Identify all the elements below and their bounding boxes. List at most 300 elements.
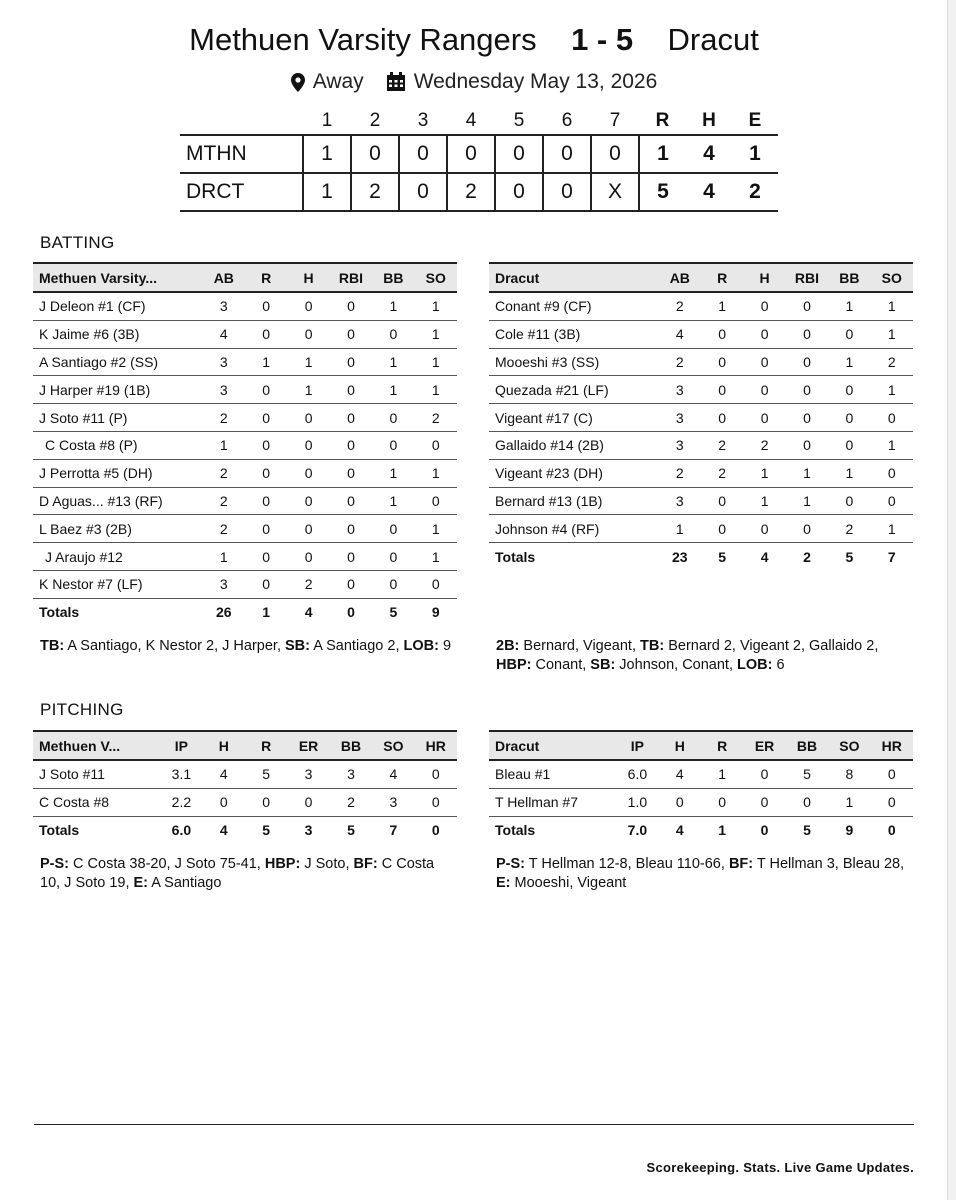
player-name: J Araujo #12 bbox=[33, 543, 203, 571]
stat-value: 1 bbox=[372, 459, 414, 487]
stat-value: 0 bbox=[828, 404, 870, 432]
player-row bbox=[489, 320, 913, 348]
stat-value: 0 bbox=[287, 292, 329, 320]
player-name: D Aguas... #13 (RF) bbox=[33, 487, 203, 515]
stat-column-header: AB bbox=[203, 263, 245, 292]
player-row bbox=[489, 515, 913, 543]
stat-value: 1 bbox=[828, 788, 870, 816]
stat-value: 2.2 bbox=[160, 788, 202, 816]
stat-value: 2 bbox=[203, 487, 245, 515]
runs-total: 1 bbox=[639, 135, 686, 173]
stat-value: 0 bbox=[743, 376, 785, 404]
note-label: HBP: bbox=[496, 657, 532, 673]
stat-column-header: BB bbox=[828, 263, 870, 292]
player-name: J Deleon #1 (CF) bbox=[33, 292, 203, 320]
inning-score: 0 bbox=[351, 135, 399, 173]
totals-value: 4 bbox=[659, 816, 701, 843]
away-pitching-notes bbox=[496, 855, 906, 893]
totals-value: 23 bbox=[659, 543, 701, 570]
stat-value: 0 bbox=[743, 292, 785, 320]
totals-value: 0 bbox=[743, 816, 785, 843]
note-text: Johnson, Conant, bbox=[615, 657, 738, 673]
player-name: J Harper #19 (1B) bbox=[33, 376, 203, 404]
stat-value: 1 bbox=[415, 320, 457, 348]
player-row bbox=[489, 431, 913, 459]
stat-header-row bbox=[33, 731, 457, 760]
stat-value: 0 bbox=[743, 320, 785, 348]
game-meta bbox=[0, 70, 948, 94]
totals-value: 1 bbox=[701, 816, 743, 843]
stat-value: 2 bbox=[701, 431, 743, 459]
player-row bbox=[33, 320, 457, 348]
inning-score: 1 bbox=[303, 173, 351, 211]
stat-header-row bbox=[33, 263, 457, 292]
stat-value: 0 bbox=[330, 320, 372, 348]
inning-header: 5 bbox=[513, 110, 525, 131]
stat-value: 0 bbox=[245, 487, 287, 515]
stat-value: 2 bbox=[828, 515, 870, 543]
stat-value: 0 bbox=[372, 515, 414, 543]
note-text: T Hellman 12-8, Bleau 110-66, bbox=[525, 856, 729, 872]
stat-column-header: BB bbox=[330, 731, 372, 760]
team-column-header: Dracut bbox=[489, 263, 659, 292]
inning-score: 0 bbox=[591, 135, 639, 173]
player-name: A Santiago #2 (SS) bbox=[33, 348, 203, 376]
away-batting-notes bbox=[496, 637, 916, 675]
player-name: Johnson #4 (RF) bbox=[489, 515, 659, 543]
player-row bbox=[33, 292, 457, 320]
totals-value: 5 bbox=[245, 816, 287, 843]
note-label: P-S: bbox=[496, 856, 525, 872]
note-text: 6 bbox=[772, 657, 785, 673]
note-label: HBP: bbox=[264, 856, 301, 872]
stat-value: 1 bbox=[372, 487, 414, 515]
stat-column-header: R bbox=[245, 731, 287, 760]
stat-header-row bbox=[489, 263, 913, 292]
stat-value: 1 bbox=[871, 292, 913, 320]
stat-column-header: HR bbox=[871, 731, 913, 760]
stat-value: 0 bbox=[701, 788, 743, 816]
stat-value: 1 bbox=[287, 348, 329, 376]
errors-total: 1 bbox=[732, 135, 778, 173]
player-row bbox=[489, 788, 913, 816]
home-team-name: Methuen Varsity Rangers bbox=[189, 22, 537, 57]
stat-value: 2 bbox=[659, 348, 701, 376]
stat-value: 0 bbox=[415, 570, 457, 598]
stat-value: 3 bbox=[203, 348, 245, 376]
note-label: BF: bbox=[728, 856, 754, 872]
stat-value: 1 bbox=[786, 459, 828, 487]
player-name: J Soto #11 (P) bbox=[33, 404, 203, 432]
stat-column-header: SO bbox=[372, 731, 414, 760]
player-row bbox=[33, 431, 457, 459]
pitching-section-label: PITCHING bbox=[40, 700, 124, 719]
stat-column-header: SO bbox=[415, 263, 457, 292]
stat-value: 1.0 bbox=[616, 788, 658, 816]
stat-value: 0 bbox=[330, 404, 372, 432]
stat-value: 2 bbox=[203, 459, 245, 487]
away-batting-table bbox=[489, 262, 913, 570]
stat-value: 0 bbox=[287, 487, 329, 515]
note-label: TB: bbox=[40, 638, 65, 654]
stat-value: 1 bbox=[828, 348, 870, 376]
totals-value: 4 bbox=[287, 598, 329, 625]
runs-total: 5 bbox=[639, 173, 686, 211]
inning-header: 3 bbox=[417, 110, 429, 131]
stat-value: 0 bbox=[203, 788, 245, 816]
player-row bbox=[489, 760, 913, 788]
player-name: C Costa #8 bbox=[33, 788, 160, 816]
note-label: P-S: bbox=[40, 856, 69, 872]
totals-value: 5 bbox=[372, 598, 414, 625]
stat-value: 0 bbox=[743, 760, 785, 788]
stat-value: 2 bbox=[330, 788, 372, 816]
note-text: T Hellman 3, Bleau 28, bbox=[753, 856, 905, 872]
inning-score: 0 bbox=[399, 173, 447, 211]
stat-value: 0 bbox=[245, 404, 287, 432]
stat-value: 0 bbox=[701, 320, 743, 348]
player-row bbox=[489, 292, 913, 320]
totals-label: Totals bbox=[489, 816, 616, 843]
stat-value: 0 bbox=[287, 543, 329, 571]
stat-value: 1 bbox=[372, 292, 414, 320]
inning-score: 0 bbox=[543, 135, 591, 173]
stat-value: 0 bbox=[786, 292, 828, 320]
stat-value: 0 bbox=[245, 292, 287, 320]
inning-score: 1 bbox=[303, 135, 351, 173]
note-text: A Santiago, K Nestor 2, J Harper, bbox=[64, 638, 286, 654]
stat-column-header: H bbox=[659, 731, 701, 760]
page-edge bbox=[947, 0, 956, 1200]
stat-column-header: R bbox=[701, 731, 743, 760]
final-score: 1 - 5 bbox=[571, 22, 634, 57]
note-label: BF: bbox=[353, 856, 378, 872]
totals-value: 7 bbox=[871, 543, 913, 570]
stat-value: 1 bbox=[203, 431, 245, 459]
stat-value: 1 bbox=[701, 760, 743, 788]
home-batting-notes bbox=[40, 637, 458, 656]
stat-value: 0 bbox=[701, 487, 743, 515]
stat-value: 0 bbox=[287, 459, 329, 487]
footer-divider bbox=[34, 1124, 914, 1125]
stat-column-header: BB bbox=[786, 731, 828, 760]
note-text: A Santiago 2, bbox=[310, 638, 404, 654]
totals-value: 5 bbox=[786, 816, 828, 843]
hits-header: H bbox=[702, 110, 716, 131]
stat-value: 0 bbox=[415, 760, 457, 788]
stat-value: 0 bbox=[871, 487, 913, 515]
stat-value: 1 bbox=[828, 459, 870, 487]
stat-value: 0 bbox=[330, 292, 372, 320]
totals-value: 5 bbox=[828, 543, 870, 570]
inning-header: 4 bbox=[465, 110, 477, 131]
stat-column-header: SO bbox=[871, 263, 913, 292]
totals-value: 5 bbox=[701, 543, 743, 570]
totals-value: 9 bbox=[415, 598, 457, 625]
stat-value: 0 bbox=[871, 788, 913, 816]
stat-value: 3 bbox=[659, 431, 701, 459]
inning-score: 0 bbox=[495, 135, 543, 173]
linescore-table bbox=[180, 108, 778, 212]
stat-column-header: R bbox=[245, 263, 287, 292]
linescore-team-header bbox=[180, 108, 303, 135]
stat-column-header: H bbox=[743, 263, 785, 292]
linescore-row bbox=[180, 173, 778, 211]
stat-value: 3 bbox=[287, 760, 329, 788]
stat-value: 1 bbox=[372, 376, 414, 404]
player-row bbox=[33, 788, 457, 816]
stat-value: 3 bbox=[203, 292, 245, 320]
batting-section-label: BATTING bbox=[40, 233, 115, 252]
stat-value: 0 bbox=[245, 459, 287, 487]
stat-value: 2 bbox=[415, 404, 457, 432]
stat-value: 1 bbox=[372, 348, 414, 376]
away-pitching-table bbox=[489, 730, 913, 843]
stat-value: 3 bbox=[659, 376, 701, 404]
location-text: Away bbox=[312, 70, 364, 93]
stat-value: 1 bbox=[743, 459, 785, 487]
totals-value: 5 bbox=[330, 816, 372, 843]
stat-value: 0 bbox=[372, 320, 414, 348]
stat-value: 0 bbox=[330, 376, 372, 404]
stat-value: 0 bbox=[659, 788, 701, 816]
stat-value: 3 bbox=[659, 487, 701, 515]
totals-value: 4 bbox=[203, 816, 245, 843]
hits-total: 4 bbox=[686, 173, 732, 211]
stat-column-header: IP bbox=[160, 731, 202, 760]
note-text: J Soto, bbox=[300, 856, 354, 872]
player-name: Gallaido #14 (2B) bbox=[489, 431, 659, 459]
stat-value: 0 bbox=[701, 348, 743, 376]
stat-value: 1 bbox=[659, 515, 701, 543]
stat-value: 8 bbox=[828, 760, 870, 788]
stat-value: 0 bbox=[415, 431, 457, 459]
hits-total: 4 bbox=[686, 135, 732, 173]
stat-value: 0 bbox=[330, 431, 372, 459]
stat-value: 0 bbox=[287, 515, 329, 543]
linescore-row bbox=[180, 135, 778, 173]
stat-value: 1 bbox=[415, 376, 457, 404]
stat-value: 1 bbox=[415, 515, 457, 543]
stat-value: 4 bbox=[659, 320, 701, 348]
stat-value: 0 bbox=[245, 431, 287, 459]
stat-value: 2 bbox=[659, 292, 701, 320]
player-name: K Jaime #6 (3B) bbox=[33, 320, 203, 348]
stat-value: 0 bbox=[743, 404, 785, 432]
player-name: T Hellman #7 bbox=[489, 788, 616, 816]
stat-value: 0 bbox=[245, 376, 287, 404]
totals-value: 7.0 bbox=[616, 816, 658, 843]
stat-value: 0 bbox=[245, 570, 287, 598]
player-name: Cole #11 (3B) bbox=[489, 320, 659, 348]
stat-value: 0 bbox=[743, 348, 785, 376]
team-column-header: Dracut bbox=[489, 731, 616, 760]
linescore-team: MTHN bbox=[180, 135, 303, 173]
team-column-header: Methuen V... bbox=[33, 731, 160, 760]
stat-value: 0 bbox=[287, 788, 329, 816]
stat-value: 0 bbox=[330, 487, 372, 515]
player-row bbox=[33, 376, 457, 404]
stat-column-header: IP bbox=[616, 731, 658, 760]
totals-row bbox=[33, 816, 457, 843]
stat-value: 0 bbox=[330, 459, 372, 487]
totals-value: 7 bbox=[372, 816, 414, 843]
stat-value: 0 bbox=[415, 788, 457, 816]
stat-value: 4 bbox=[203, 320, 245, 348]
totals-row bbox=[489, 816, 913, 843]
game-title bbox=[0, 22, 948, 58]
stat-value: 0 bbox=[786, 515, 828, 543]
player-name: Vigeant #23 (DH) bbox=[489, 459, 659, 487]
totals-label: Totals bbox=[489, 543, 659, 570]
note-label: 2B: bbox=[496, 638, 520, 654]
stat-value: 0 bbox=[743, 788, 785, 816]
stat-value: 0 bbox=[701, 515, 743, 543]
inning-score: 0 bbox=[447, 135, 495, 173]
stat-value: 1 bbox=[871, 431, 913, 459]
calendar-icon bbox=[386, 72, 406, 92]
stat-value: 1 bbox=[786, 487, 828, 515]
player-name: Conant #9 (CF) bbox=[489, 292, 659, 320]
stat-value: 0 bbox=[786, 320, 828, 348]
totals-value: 2 bbox=[786, 543, 828, 570]
inning-score: 2 bbox=[351, 173, 399, 211]
player-name: C Costa #8 (P) bbox=[33, 431, 203, 459]
player-row bbox=[33, 570, 457, 598]
stat-column-header: AB bbox=[659, 263, 701, 292]
stat-value: 0 bbox=[786, 348, 828, 376]
stat-value: 0 bbox=[743, 515, 785, 543]
stat-value: 0 bbox=[245, 788, 287, 816]
stat-value: 0 bbox=[372, 431, 414, 459]
stat-value: 3 bbox=[372, 788, 414, 816]
stat-value: 1 bbox=[828, 292, 870, 320]
player-name: K Nestor #7 (LF) bbox=[33, 570, 203, 598]
stat-value: 0 bbox=[372, 543, 414, 571]
stat-header-row bbox=[489, 731, 913, 760]
stat-value: 2 bbox=[871, 348, 913, 376]
stat-value: 0 bbox=[871, 459, 913, 487]
inning-score: 0 bbox=[543, 173, 591, 211]
team-column-header: Methuen Varsity... bbox=[33, 263, 203, 292]
stat-value: 0 bbox=[330, 515, 372, 543]
totals-value: 3 bbox=[287, 816, 329, 843]
totals-value: 0 bbox=[871, 816, 913, 843]
totals-value: 9 bbox=[828, 816, 870, 843]
stat-value: 2 bbox=[743, 431, 785, 459]
note-text: Bernard, Vigeant, bbox=[519, 638, 641, 654]
stat-value: 2 bbox=[659, 459, 701, 487]
stat-value: 0 bbox=[330, 348, 372, 376]
stat-value: 1 bbox=[203, 543, 245, 571]
stat-value: 4 bbox=[372, 760, 414, 788]
stat-value: 3 bbox=[203, 570, 245, 598]
stat-value: 0 bbox=[828, 376, 870, 404]
player-name: J Perrotta #5 (DH) bbox=[33, 459, 203, 487]
note-label: E: bbox=[133, 875, 149, 891]
stat-value: 0 bbox=[245, 543, 287, 571]
stat-column-header: H bbox=[287, 263, 329, 292]
note-label: TB: bbox=[640, 638, 665, 654]
stat-value: 4 bbox=[659, 760, 701, 788]
stat-value: 1 bbox=[701, 292, 743, 320]
linescore-header bbox=[180, 108, 778, 135]
stat-value: 0 bbox=[786, 376, 828, 404]
totals-value: 4 bbox=[743, 543, 785, 570]
note-label: LOB: bbox=[403, 638, 439, 654]
errors-total: 2 bbox=[732, 173, 778, 211]
stat-value: 0 bbox=[415, 487, 457, 515]
player-name: Bernard #13 (1B) bbox=[489, 487, 659, 515]
inning-header: 6 bbox=[561, 110, 573, 131]
player-name: J Soto #11 bbox=[33, 760, 160, 788]
player-row bbox=[33, 543, 457, 571]
player-row bbox=[489, 348, 913, 376]
stat-column-header: BB bbox=[372, 263, 414, 292]
player-name: L Baez #3 (2B) bbox=[33, 515, 203, 543]
player-row bbox=[33, 487, 457, 515]
note-text: Conant, bbox=[531, 657, 591, 673]
totals-value: 1 bbox=[245, 598, 287, 625]
totals-row bbox=[33, 598, 457, 625]
home-batting-table bbox=[33, 262, 457, 626]
stat-value: 0 bbox=[871, 404, 913, 432]
stat-value: 1 bbox=[415, 292, 457, 320]
totals-value: 0 bbox=[415, 816, 457, 843]
note-text: C Costa 10, J Soto 19, bbox=[40, 856, 435, 891]
player-row bbox=[489, 487, 913, 515]
stat-value: 5 bbox=[786, 760, 828, 788]
totals-row bbox=[489, 543, 913, 570]
stat-column-header: HR bbox=[415, 731, 457, 760]
stat-value: 3.1 bbox=[160, 760, 202, 788]
stat-value: 0 bbox=[372, 570, 414, 598]
stat-value: 0 bbox=[287, 320, 329, 348]
stat-value: 1 bbox=[415, 543, 457, 571]
player-row bbox=[33, 459, 457, 487]
stat-value: 1 bbox=[871, 515, 913, 543]
totals-value: 26 bbox=[203, 598, 245, 625]
stat-value: 1 bbox=[287, 376, 329, 404]
stat-column-header: ER bbox=[743, 731, 785, 760]
stat-value: 1 bbox=[871, 376, 913, 404]
stat-value: 3 bbox=[203, 376, 245, 404]
inning-score: X bbox=[591, 173, 639, 211]
note-label: SB: bbox=[590, 657, 616, 673]
map-pin-icon bbox=[291, 73, 305, 92]
stat-value: 0 bbox=[701, 376, 743, 404]
stat-value: 0 bbox=[828, 487, 870, 515]
stat-value: 0 bbox=[871, 760, 913, 788]
player-row bbox=[489, 459, 913, 487]
player-row bbox=[489, 376, 913, 404]
game-date: Wednesday May 13, 2026 bbox=[413, 70, 658, 93]
player-row bbox=[33, 760, 457, 788]
inning-score: 0 bbox=[495, 173, 543, 211]
stat-value: 1 bbox=[415, 348, 457, 376]
stat-value: 0 bbox=[786, 431, 828, 459]
totals-label: Totals bbox=[33, 598, 203, 625]
stat-value: 2 bbox=[203, 404, 245, 432]
stat-column-header: H bbox=[203, 731, 245, 760]
inning-score: 2 bbox=[447, 173, 495, 211]
inning-score: 0 bbox=[399, 135, 447, 173]
player-row bbox=[489, 404, 913, 432]
note-text: C Costa 38-20, J Soto 75-41, bbox=[69, 856, 265, 872]
stat-column-header: R bbox=[701, 263, 743, 292]
stat-column-header: SO bbox=[828, 731, 870, 760]
inning-header: 7 bbox=[609, 110, 621, 131]
